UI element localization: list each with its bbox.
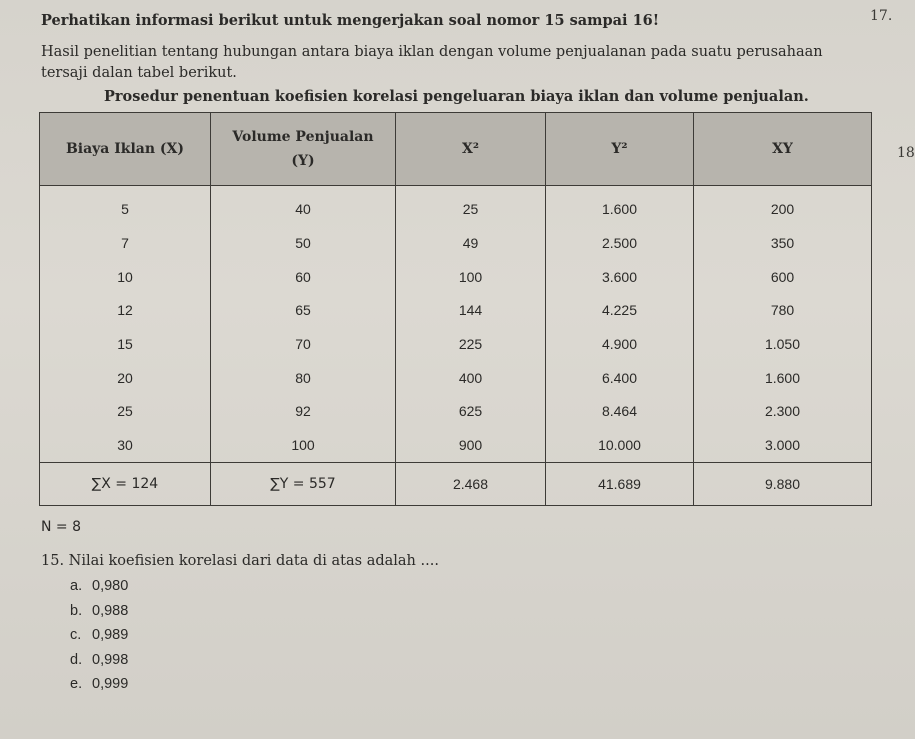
- table-total-row: [40, 463, 872, 506]
- header-x-squared: X²: [396, 113, 546, 186]
- header-y: [211, 113, 396, 186]
- cell-x-squared: 625: [396, 395, 546, 429]
- table-row: [40, 294, 872, 328]
- correlation-table: [39, 112, 872, 506]
- header-y-line2: (Y): [291, 153, 315, 169]
- cell-x: 30: [40, 428, 211, 462]
- cell-y: 92: [211, 395, 396, 429]
- table-row: [40, 260, 872, 294]
- header-y-squared: Y²: [546, 113, 694, 186]
- cell-y-squared: 4.900: [546, 327, 694, 361]
- cell-xy: 1.600: [694, 361, 872, 395]
- cell-x: 20: [40, 361, 211, 395]
- cell-x-squared: 49: [396, 226, 546, 260]
- cell-x: 15: [40, 327, 211, 361]
- table-body: [40, 186, 872, 463]
- option-text: 0,980: [92, 578, 129, 594]
- total-x: ∑X = 124: [40, 463, 211, 506]
- cell-x: 7: [40, 226, 211, 260]
- table-row: [40, 186, 872, 227]
- cell-x: 25: [40, 395, 211, 429]
- header-y-line1: Volume Penjualan: [232, 129, 374, 145]
- cell-xy: 1.050: [694, 327, 872, 361]
- option-label: a.: [70, 578, 83, 594]
- question-15: 15. Nilai koefisien korelasi dari data di atas adalah ....: [41, 553, 439, 569]
- cell-x-squared: 144: [396, 294, 546, 328]
- cell-x-squared: 25: [396, 186, 546, 227]
- cell-x-squared: 400: [396, 361, 546, 395]
- cell-y-squared: 6.400: [546, 361, 694, 395]
- table-row: [40, 361, 872, 395]
- option-b[interactable]: [70, 603, 128, 628]
- cell-xy: 600: [694, 260, 872, 294]
- total-y: ∑Y = 557: [211, 463, 396, 506]
- cell-y: 80: [211, 361, 396, 395]
- table-row: [40, 327, 872, 361]
- paragraph-line-1: Hasil penelitian tentang hubungan antara biaya iklan dengan volume penjualanan pada suatu perusahaan: [41, 44, 823, 60]
- cell-xy: 350: [694, 226, 872, 260]
- option-label: e.: [70, 676, 83, 692]
- cell-xy: 3.000: [694, 428, 872, 462]
- n-value: N = 8: [41, 519, 82, 535]
- intro-instruction: Perhatikan informasi berikut untuk mengerjakan soal nomor 15 sampai 16!: [41, 12, 660, 29]
- option-label: b.: [70, 602, 83, 619]
- option-text: 0,989: [92, 627, 129, 643]
- page-number-17: 17.: [870, 8, 893, 24]
- header-x: Biaya Iklan (X): [40, 113, 211, 186]
- option-a[interactable]: [70, 578, 128, 603]
- cell-y-squared: 1.600: [546, 186, 694, 227]
- table-row: [40, 226, 872, 260]
- cell-y-squared: 3.600: [546, 260, 694, 294]
- option-text: 0,998: [92, 651, 129, 668]
- cell-y-squared: 10.000: [546, 428, 694, 462]
- option-label: d.: [70, 651, 83, 668]
- total-x-squared: 2.468: [396, 463, 546, 506]
- option-text: 0,988: [92, 602, 129, 619]
- total-y-squared: 41.689: [546, 463, 694, 506]
- option-e[interactable]: [70, 676, 128, 701]
- table-caption: Prosedur penentuan koefisien korelasi pengeluaran biaya iklan dan volume penjualan.: [104, 88, 809, 105]
- cell-y: 70: [211, 327, 396, 361]
- header-xy: XY: [694, 113, 872, 186]
- total-xy: 9.880: [694, 463, 872, 506]
- cell-x: 10: [40, 260, 211, 294]
- cell-y-squared: 2.500: [546, 226, 694, 260]
- cell-x-squared: 100: [396, 260, 546, 294]
- option-label: c.: [70, 627, 82, 643]
- cell-y: 100: [211, 428, 396, 462]
- cell-xy: 200: [694, 186, 872, 227]
- page-number-18: 18: [897, 145, 915, 161]
- cell-y-squared: 4.225: [546, 294, 694, 328]
- cell-xy: 2.300: [694, 395, 872, 429]
- cell-x-squared: 900: [396, 428, 546, 462]
- cell-y: 50: [211, 226, 396, 260]
- cell-y: 60: [211, 260, 396, 294]
- cell-x-squared: 225: [396, 327, 546, 361]
- paragraph-line-2: tersaji dalan tabel berikut.: [41, 65, 237, 81]
- table-header-row: [40, 113, 872, 186]
- table-row: [40, 428, 872, 462]
- option-d[interactable]: [70, 652, 128, 677]
- cell-x: 12: [40, 294, 211, 328]
- answer-options: [70, 578, 128, 701]
- option-c[interactable]: [70, 627, 128, 652]
- cell-y: 40: [211, 186, 396, 227]
- cell-x: 5: [40, 186, 211, 227]
- cell-xy: 780: [694, 294, 872, 328]
- table-row: [40, 395, 872, 429]
- option-text: 0,999: [92, 676, 129, 692]
- cell-y: 65: [211, 294, 396, 328]
- cell-y-squared: 8.464: [546, 395, 694, 429]
